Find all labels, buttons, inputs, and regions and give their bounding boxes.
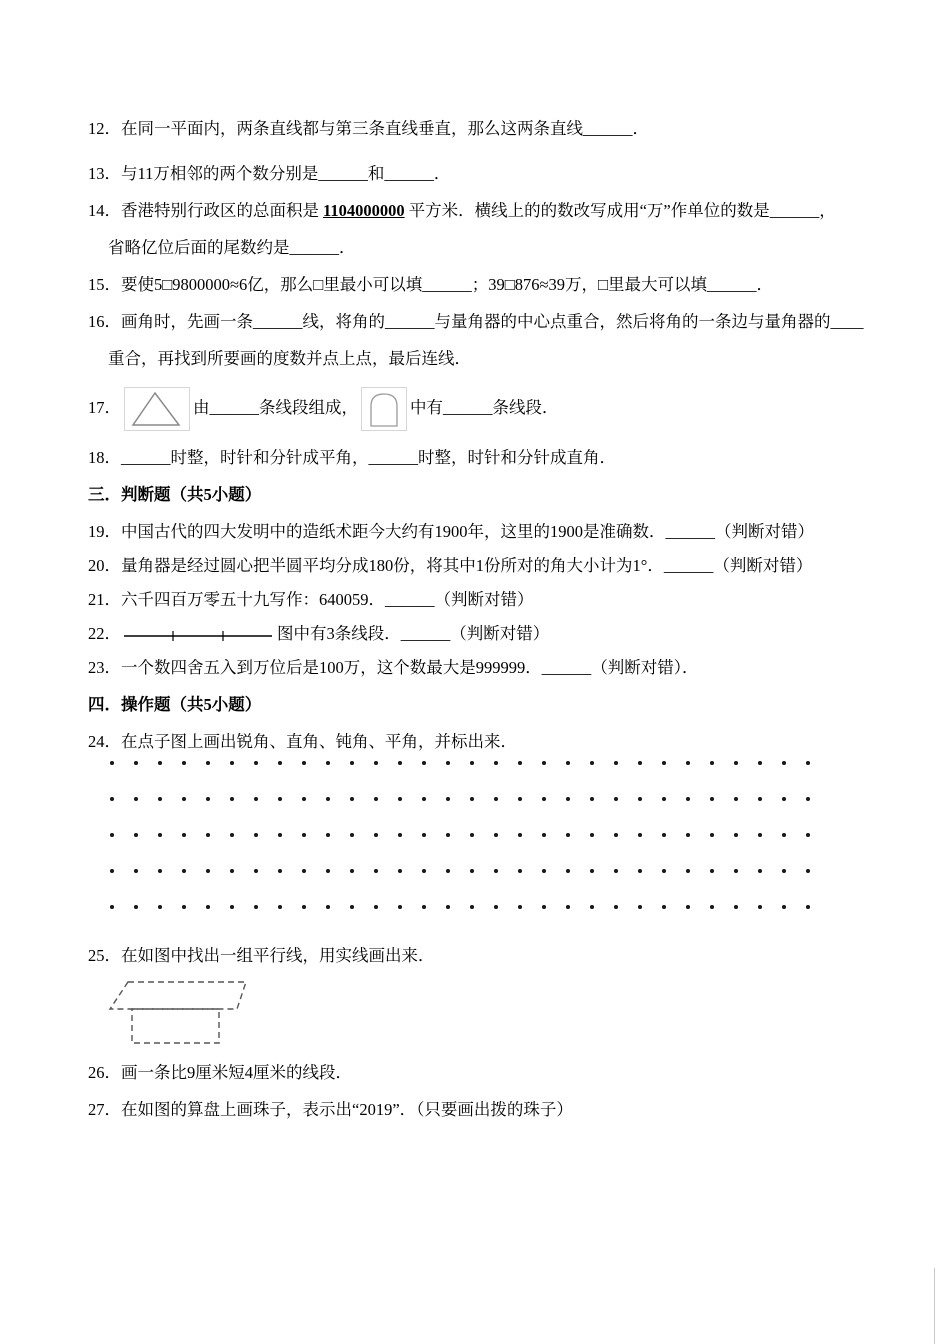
- question-24-number: 24．: [88, 732, 121, 752]
- dot: [710, 869, 714, 873]
- dot: [614, 869, 618, 873]
- dot: [302, 761, 306, 765]
- dot: [446, 905, 450, 909]
- dot: [278, 797, 282, 801]
- dot: [422, 869, 426, 873]
- dot: [350, 869, 354, 873]
- question-23-number: 23．: [88, 658, 121, 678]
- dot: [614, 833, 618, 837]
- dot: [710, 761, 714, 765]
- dot: [614, 797, 618, 801]
- dot-row: [110, 905, 810, 941]
- question-26: [88, 1062, 888, 1083]
- dot: [758, 761, 762, 765]
- dot: [470, 797, 474, 801]
- dot: [134, 905, 138, 909]
- question-20-text: 量角器是经过圆心把半圆平均分成180份，将其中1份所对的角大小计为1°．______（判断对错）: [121, 556, 813, 576]
- question-17-text-part2: 中有______条线段．: [410, 398, 559, 417]
- dot: [158, 905, 162, 909]
- line-segment-figure: [123, 627, 273, 643]
- question-17-text-part1: 由______条线段组成，: [193, 398, 358, 417]
- dot: [158, 833, 162, 837]
- question-24: [88, 731, 888, 752]
- dot: [182, 833, 186, 837]
- question-14-line1: [88, 200, 888, 221]
- dot: [686, 761, 690, 765]
- dot: [542, 797, 546, 801]
- dot: [614, 761, 618, 765]
- dashed-table-figure: [106, 976, 888, 1048]
- question-13: [88, 163, 888, 184]
- dot: [374, 761, 378, 765]
- dot: [326, 833, 330, 837]
- dot: [374, 869, 378, 873]
- dot: [230, 797, 234, 801]
- dot: [494, 761, 498, 765]
- dot: [518, 905, 522, 909]
- question-22-number: 22．: [88, 624, 121, 644]
- dot: [446, 761, 450, 765]
- dot: [518, 797, 522, 801]
- dot: [494, 869, 498, 873]
- dot: [326, 905, 330, 909]
- question-21: [88, 589, 888, 610]
- dot: [638, 905, 642, 909]
- dot: [662, 905, 666, 909]
- dot: [806, 797, 810, 801]
- dot: [254, 905, 258, 909]
- dot: [542, 833, 546, 837]
- dot-grid: [110, 761, 810, 941]
- question-14-text-pre: 香港特别行政区的总面积是: [121, 201, 319, 220]
- question-20-number: 20．: [88, 556, 121, 576]
- question-12-number: 12．: [88, 119, 121, 138]
- question-16-number: 16．: [88, 312, 121, 331]
- dot: [662, 797, 666, 801]
- question-14-line2: [108, 237, 888, 258]
- dot: [494, 905, 498, 909]
- dot: [182, 761, 186, 765]
- dot: [494, 797, 498, 801]
- dot: [590, 797, 594, 801]
- dot: [422, 761, 426, 765]
- question-12: [88, 118, 888, 139]
- dot: [710, 797, 714, 801]
- dot: [566, 833, 570, 837]
- dot: [230, 869, 234, 873]
- dot: [566, 905, 570, 909]
- question-19-number: 19．: [88, 522, 121, 542]
- dot: [710, 833, 714, 837]
- question-26-text: 画一条比9厘米短4厘米的线段．: [121, 1063, 352, 1083]
- dot: [470, 833, 474, 837]
- question-19: [88, 521, 888, 542]
- question-22-text: 图中有3条线段．______（判断对错）: [277, 624, 550, 644]
- dot: [470, 761, 474, 765]
- dot: [206, 833, 210, 837]
- dot: [566, 797, 570, 801]
- dot: [806, 761, 810, 765]
- dot: [758, 833, 762, 837]
- question-19-text: 中国古代的四大发明中的造纸术距今大约有1900年，这里的1900是准确数．______（判断对错）: [121, 522, 814, 542]
- dot: [806, 905, 810, 909]
- question-22: [88, 623, 888, 644]
- question-24-text: 在点子图上画出锐角、直角、钝角、平角，并标出来．: [121, 732, 517, 752]
- question-14-text-post: 平方米．横线上的的数改写成用“万”作单位的数是______，: [408, 201, 836, 220]
- dot: [110, 833, 114, 837]
- question-27-number: 27．: [88, 1100, 121, 1120]
- dot: [446, 833, 450, 837]
- dot: [374, 833, 378, 837]
- dot: [470, 905, 474, 909]
- arch-figure: [361, 387, 407, 431]
- dot: [542, 869, 546, 873]
- dot: [542, 761, 546, 765]
- dot: [278, 905, 282, 909]
- question-18: [88, 447, 888, 468]
- question-17: [88, 385, 888, 431]
- question-14-number: 14．: [88, 201, 121, 220]
- dot: [806, 869, 810, 873]
- dot-row: [110, 869, 810, 905]
- dot: [782, 905, 786, 909]
- dot: [110, 905, 114, 909]
- dot: [134, 797, 138, 801]
- dot-row: [110, 833, 810, 869]
- question-12-text: 在同一平面内，两条直线都与第三条直线垂直，那么这两条直线______．: [121, 119, 649, 138]
- dot: [254, 869, 258, 873]
- dot: [566, 761, 570, 765]
- dot: [134, 761, 138, 765]
- section-4-header: 四．操作题（共5小题）: [88, 695, 262, 715]
- dot: [110, 761, 114, 765]
- dot: [734, 761, 738, 765]
- page-edge-line: [934, 1268, 935, 1344]
- dot: [734, 869, 738, 873]
- question-17-number: 17．: [88, 398, 121, 417]
- dot: [374, 905, 378, 909]
- dot: [398, 833, 402, 837]
- dot: [230, 905, 234, 909]
- dot: [230, 761, 234, 765]
- dot: [326, 869, 330, 873]
- question-25-number: 25．: [88, 946, 121, 966]
- dot: [302, 833, 306, 837]
- dot: [326, 761, 330, 765]
- dot: [686, 797, 690, 801]
- dot: [446, 869, 450, 873]
- dot: [446, 797, 450, 801]
- question-16-text-line1: 画角时，先画一条______线，将角的______与量角器的中心点重合，然后将角的一条边与量角器的____: [121, 312, 864, 331]
- dot: [734, 797, 738, 801]
- dot: [110, 797, 114, 801]
- dot-row: [110, 797, 810, 833]
- dot: [398, 761, 402, 765]
- dot: [350, 797, 354, 801]
- worksheet-content: [88, 118, 888, 1136]
- dot: [374, 797, 378, 801]
- dot: [206, 905, 210, 909]
- question-23: [88, 657, 888, 678]
- question-15: [88, 274, 888, 295]
- question-27: [88, 1099, 888, 1120]
- question-13-number: 13．: [88, 164, 121, 183]
- dot: [278, 761, 282, 765]
- dot: [710, 905, 714, 909]
- dot: [590, 761, 594, 765]
- question-21-text: 六千四百万零五十九写作：640059．______（判断对错）: [121, 590, 534, 610]
- dot: [686, 905, 690, 909]
- dot: [302, 797, 306, 801]
- question-18-text: ______时整，时针和分针成平角，______时整，时针和分针成直角．: [121, 448, 616, 468]
- dot: [734, 833, 738, 837]
- dot: [254, 761, 258, 765]
- question-21-number: 21．: [88, 590, 121, 610]
- dot: [158, 797, 162, 801]
- question-14-text-line2: 省略亿位后面的尾数约是______．: [108, 238, 356, 257]
- dot: [614, 905, 618, 909]
- question-26-number: 26．: [88, 1063, 121, 1083]
- dot: [398, 905, 402, 909]
- dot: [542, 905, 546, 909]
- section-3-header: 三．判断题（共5小题）: [88, 485, 262, 505]
- dot: [638, 869, 642, 873]
- dot: [350, 833, 354, 837]
- dot: [182, 905, 186, 909]
- dot: [230, 833, 234, 837]
- dot: [686, 869, 690, 873]
- dot: [470, 869, 474, 873]
- dot: [758, 905, 762, 909]
- dot: [206, 761, 210, 765]
- question-16-line1: [88, 311, 888, 332]
- dot: [422, 833, 426, 837]
- dot: [302, 869, 306, 873]
- dot: [422, 797, 426, 801]
- question-14-underlined-number: 1104000000: [323, 201, 405, 220]
- dot: [782, 869, 786, 873]
- dot: [134, 869, 138, 873]
- dot: [638, 797, 642, 801]
- dot: [686, 833, 690, 837]
- dot: [302, 905, 306, 909]
- question-16-line2: [108, 348, 888, 369]
- question-18-number: 18．: [88, 448, 121, 468]
- question-23-text: 一个数四舍五入到万位后是100万，这个数最大是999999．______（判断对错）．: [121, 658, 699, 678]
- question-25: [88, 945, 888, 966]
- dot: [350, 761, 354, 765]
- dot: [278, 833, 282, 837]
- dot: [518, 833, 522, 837]
- dot: [206, 797, 210, 801]
- dot: [782, 797, 786, 801]
- dot: [782, 761, 786, 765]
- dot: [398, 797, 402, 801]
- dot: [326, 797, 330, 801]
- question-15-number: 15．: [88, 275, 121, 294]
- dot: [590, 905, 594, 909]
- question-13-text: 与11万相邻的两个数分别是______和______．: [121, 164, 451, 183]
- question-20: [88, 555, 888, 576]
- question-27-text: 在如图的算盘上画珠子，表示出“2019”．（只要画出拨的珠子）: [121, 1100, 573, 1120]
- dot: [758, 797, 762, 801]
- dot: [278, 869, 282, 873]
- dot: [158, 869, 162, 873]
- dot: [590, 869, 594, 873]
- dot: [206, 869, 210, 873]
- dot: [518, 761, 522, 765]
- dot: [422, 905, 426, 909]
- dot: [662, 833, 666, 837]
- dot: [254, 833, 258, 837]
- triangle-figure: [124, 387, 190, 431]
- dot: [734, 905, 738, 909]
- dot: [518, 869, 522, 873]
- dot: [254, 797, 258, 801]
- dot: [494, 833, 498, 837]
- dot: [662, 869, 666, 873]
- dot: [662, 761, 666, 765]
- dot: [782, 833, 786, 837]
- question-15-text: 要使5□9800000≈6亿，那么□里最小可以填______；39□876≈39万，□里最大可以填______．: [121, 275, 773, 294]
- dot: [110, 869, 114, 873]
- dot: [158, 761, 162, 765]
- dot: [638, 833, 642, 837]
- dot: [590, 833, 594, 837]
- dot-row: [110, 761, 810, 797]
- dot: [566, 869, 570, 873]
- dot: [350, 905, 354, 909]
- dot: [758, 869, 762, 873]
- question-25-text: 在如图中找出一组平行线，用实线画出来．: [121, 946, 435, 966]
- dot: [182, 869, 186, 873]
- question-16-text-line2: 重合，再找到所要画的度数并点上点，最后连线．: [108, 349, 471, 368]
- dot: [398, 869, 402, 873]
- dot: [182, 797, 186, 801]
- dot: [806, 833, 810, 837]
- dot: [134, 833, 138, 837]
- dot: [638, 761, 642, 765]
